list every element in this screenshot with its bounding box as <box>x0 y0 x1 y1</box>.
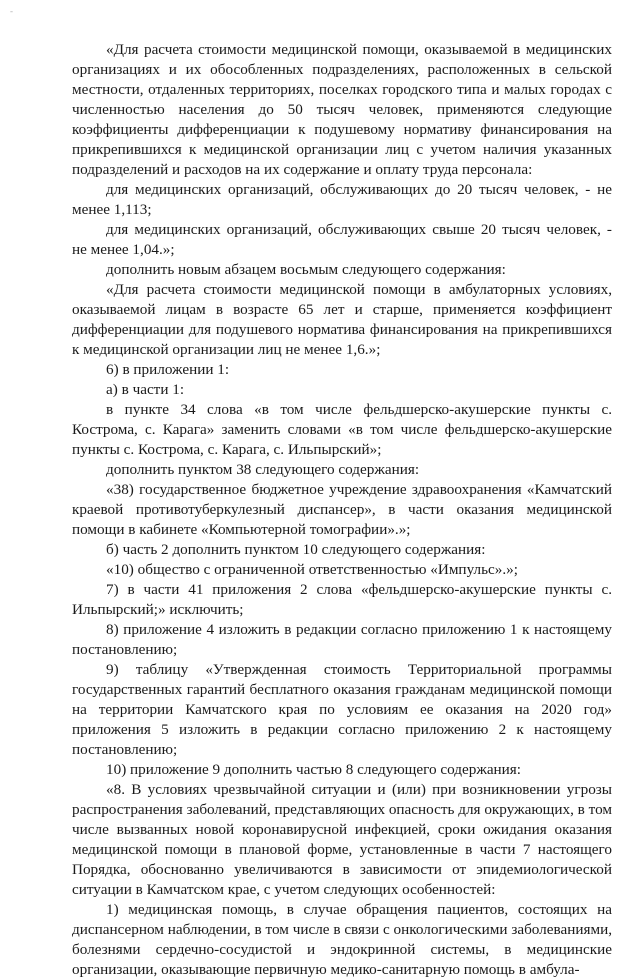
paragraph-6: 6) в приложении 1: <box>106 361 230 378</box>
document-body <box>72 40 612 980</box>
paragraph-8: в пункте 34 слова «в том числе фельдшерско-акушерские пункты с. Кострома, с. Карага» заменить словами «в том числе фельдшерско-акушерские пункты с. Кострома, с. Карага, с. Ильпырский»; <box>72 401 612 458</box>
paragraph-5: «Для расчета стоимости медицинской помощи в амбулаторных условиях, оказываемой лицам в возрасте 65 лет и старше, применяется коэффициент дифференциации для подушевого норматива финансирования на прикрепившихся к медицинской организации лиц не менее 1,6.»; <box>72 281 612 358</box>
paragraph-1: «Для расчета стоимости медицинской помощи, оказываемой в медицинских организациях и их обособленных подразделениях, расположенных в сельской местности, отдаленных территориях, поселках городского типа и малых городах с численностью населения до 50 тысяч человек, применяются следующие коэффициенты дифференциации к подушевому нормативу финансирования на прикрепившихся к медицинской организации лиц с учетом наличия указанных подразделений и расходов на их содержание и оплату труда персонала: <box>72 41 612 178</box>
paragraph-4: дополнить новым абзацем восьмым следующего содержания: <box>106 261 506 278</box>
paragraph-15: 9) таблицу «Утвержденная стоимость Территориальной программы государственных гарантий бесплатного оказания гражданам медицинской помощи на территории Камчатского края по условиям ее оказания на 2020 год» приложения 5 изложить в редакции согласно приложению 2 к настоящему постановлению; <box>72 661 612 758</box>
paragraph-16: 10) приложение 9 дополнить частью 8 следующего содержания: <box>106 761 522 778</box>
paragraph-7: а) в части 1: <box>106 381 185 398</box>
paragraph-3: для медицинских организаций, обслуживающих свыше 20 тысяч человек, - не менее 1,04.»; <box>72 221 612 258</box>
paragraph-9: дополнить пунктом 38 следующего содержания: <box>106 461 420 478</box>
paragraph-17: «8. В условиях чрезвычайной ситуации и (или) при возникновении угрозы распространения заболеваний, представляющих опасность для окружающих, в том числе вызванных новой коронавирусной инфекцией, сроки ожидания оказания медицинской помощи в плановой форме, установленные в части 7 настоящего Порядка, обоснованно увеличиваются в зависимости от эпидемиологической ситуации в Камчатском крае, с учетом следующих особенностей: <box>72 781 612 898</box>
paragraph-11: б) часть 2 дополнить пунктом 10 следующего содержания: <box>106 541 486 558</box>
paragraph-14: 8) приложение 4 изложить в редакции согласно приложению 1 к настоящему постановлению; <box>72 621 612 658</box>
paragraph-13: 7) в части 41 приложения 2 слова «фельдшерско-акушерские пункты с. Ильпырский;» исключить; <box>72 581 612 618</box>
paragraph-12: «10) общество с ограниченной ответственностью «Импульс».»; <box>106 561 518 578</box>
paragraph-18: 1) медицинская помощь, в случае обращения пациентов, состоящих на диспансерном наблюдении, в том числе в связи с онкологическими заболеваниями, болезнями сердечно-сосудистой и эндокринной системы, в медицинские организации, оказывающие первичную медико-санитарную помощь в амбула- <box>72 901 612 978</box>
paragraph-10: «38) государственное бюджетное учреждение здравоохранения «Камчатский краевой противотуберкулезный диспансер», в части оказания медицинской помощи в кабинете «Компьютерной томографии».»; <box>72 481 612 538</box>
corner-mark: - <box>10 6 13 16</box>
paragraph-2: для медицинских организаций, обслуживающих до 20 тысяч человек, - не менее 1,113; <box>72 181 612 218</box>
